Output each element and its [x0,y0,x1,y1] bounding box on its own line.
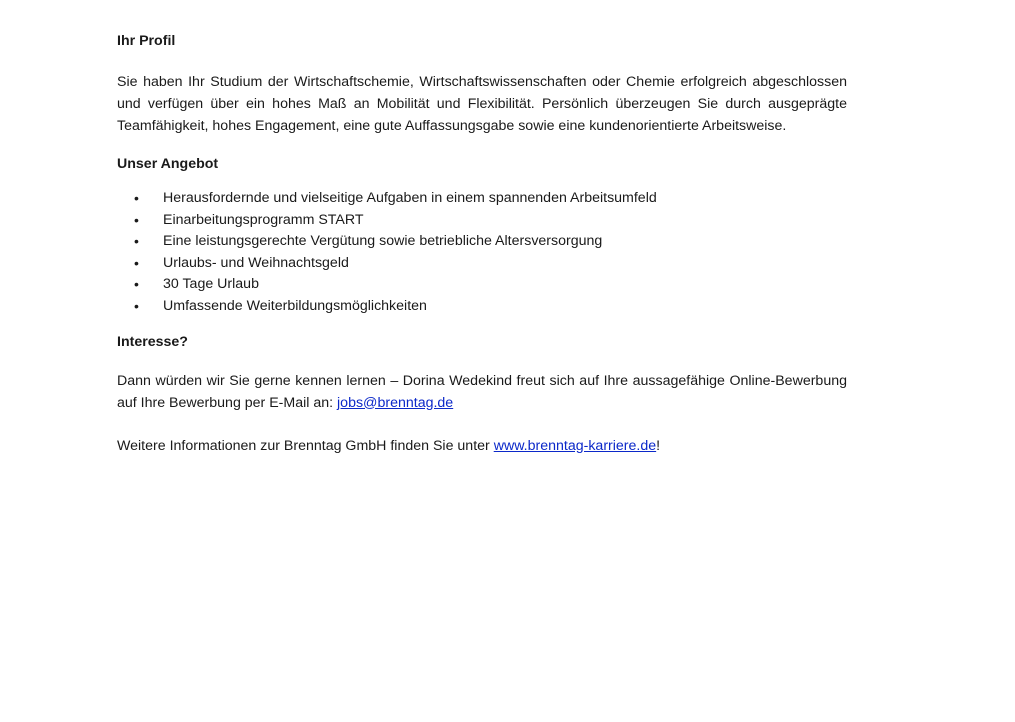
bullet-icon: • [134,254,139,271]
weitere-suffix: ! [656,437,661,454]
list-item-text: 30 Tage Urlaub [163,276,259,293]
list-item-text: Urlaubs- und Weihnachtsgeld [163,254,349,271]
website-link[interactable]: www.brenntag-karriere.de [493,437,657,454]
list-item [117,296,847,318]
weitere-paragraph [117,435,847,457]
section-heading-angebot: Unser Angebot [117,156,219,172]
bullet-icon: • [134,276,139,293]
section-heading-interesse: Interesse? [117,333,188,350]
document-page [117,31,847,457]
interesse-text: Dann würden wir Sie gerne kennen lernen – Dorina Wedekind freut sich auf Ihre aussagefähige Online-Bewerbung auf Ihre Bewerbung per E-Mail an: [117,372,847,411]
angebot-list [117,188,847,318]
list-item-text: Eine leistungsgerechte Vergütung sowie betriebliche Altersversorgung [163,233,603,250]
bullet-icon: • [134,211,139,228]
profil-paragraph: Sie haben Ihr Studium der Wirtschaftschemie, Wirtschaftswissenschaften oder Chemie erfolgreich abgeschlossen und verfügen über ein hohes Maß an Mobilität und Flexibilität. Persönlich überzeugen Sie durch ausgeprägte Teamfähigkeit, hohes Engagement, eine gute Auffassungsgabe sowie eine kundenorientierte Arbeitsweise. [117,74,847,134]
list-item-text: Einarbeitungsprogramm START [163,211,364,228]
list-item [117,188,847,210]
section-heading-profil: Ihr Profil [117,33,176,49]
list-item-text: Herausfordernde und vielseitige Aufgaben in einem spannenden Arbeitsumfeld [163,190,657,206]
list-item [117,253,847,275]
list-item [117,274,847,296]
bullet-icon: • [134,297,139,314]
bullet-icon: • [134,233,139,250]
bullet-icon: • [134,190,139,206]
weitere-text: Weitere Informationen zur Brenntag GmbH finden Sie unter [117,437,494,454]
email-link[interactable]: jobs@brenntag.de [337,394,454,411]
list-item [117,231,847,253]
interesse-paragraph [117,370,847,414]
list-item [117,210,847,232]
list-item-text: Umfassende Weiterbildungsmöglichkeiten [163,297,427,314]
